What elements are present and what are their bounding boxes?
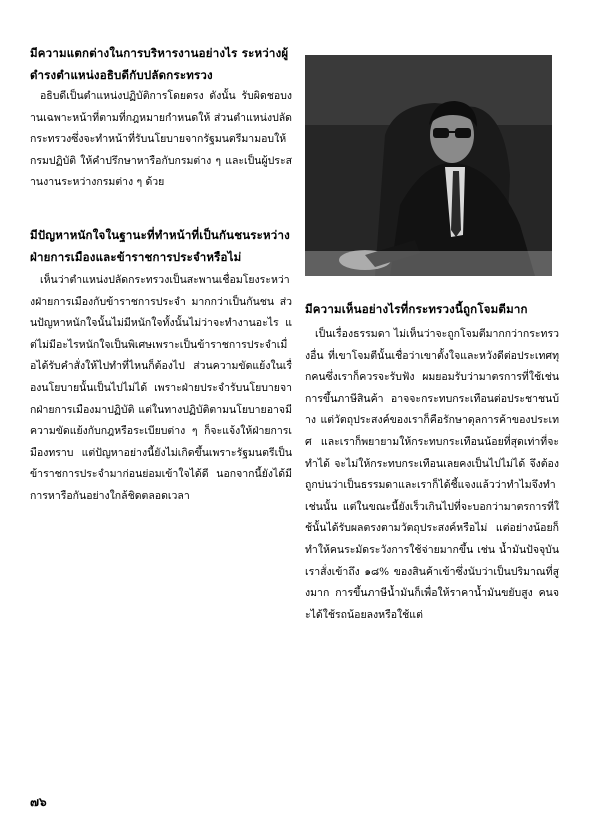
answer-paragraph-2: เห็นว่าตำแหน่งปลัดกระทรวงเป็นสะพานเชื่อมโยงระหว่างฝ่ายการเมืองกับข้าราชการประจำ มากกว่าเป็นกันชน ส่วนปัญหาหนักใจนั้นไม่มีหนักใจทั้งนั้นไม่ว่าจะทำงานอะไร แต่ไม่มีอะไรหนักใจเป็นพิเศษเพราะเป็นข้าราชการประจำเมื่อได้รับคำสั่งให้ไปทำที่ไหนก็ต้องไป ส่วนความขัดแย้งในเรื่องนโยบายนั้นเป็นไปไม่ได้ เพราะฝ่ายประจำรับนโยบายจากฝ่ายการเมืองมาปฏิบัติ แต่ในทางปฏิบัติตามนโยบายอาจมีความขัดแย้งกับกฎหรือระเบียบต่าง ๆ ก็จะแจ้งให้ฝ่ายการเมืองทราบ แต่ปัญหาอย่างนี้ยังไม่เกิดขึ้นเพราะรัฐมนตรีเป็นข้าราชการประจำมาก่อนย่อมเข้าใจได้ดี นอกจากนี้ยังได้มีการหารือกันอย่างใกล้ชิดตลอดเวลา [30,273,292,502]
answer-paragraph-1: อธิบดีเป็นตำแหน่งปฏิบัติการโดยตรง ดังนั้น รับผิดชอบงานเฉพาะหน้าที่ตามที่กฎหมายกำหนดให้ ส่วนตำแหน่งปลัดกระทรวงซึ่งจะทำหน้าที่รับนโยบายจากรัฐมนตรีมามอบให้กรมปฏิบัติ ให้คำปรึกษาหารือกับกรมต่าง ๆ และเป็นผู้ประสานงานระหว่างกรมต่าง ๆ ด้วย [30,90,292,189]
page-number: ๗๖ [30,795,47,809]
question-heading-3: มีความเห็นอย่างไรที่กระทรวงนี้ถูกโจมตีมาก [305,302,528,316]
portrait-photo [305,55,552,276]
question-heading-1: มีความแตกต่างในการบริหารงานอย่างไร ระหว่างผู้ดำรงตำแหน่งอธิบดีกับปลัดกระทรวง [30,46,289,82]
answer-paragraph-3: เป็นเรื่องธรรมดา ไม่เห็นว่าจะถูกโจมตีมากกว่ากระทรวงอื่น ที่เขาโจมตีนั้นเชื่อว่าเขาตั้งใจและหวังดีต่อประเทศทุกคนซึ่งเราก็ควรจะรับฟัง ผมยอมรับว่ามาตรการที่ใช้เช่นการขึ้นภาษีสินค้า อาจจะกระทบกระเทือนต่อประชาชนบ้าง แต่วัตถุประสงค์ของเราก็คือรักษาดุลการค้าของประเทศ และเราก็พยายามให้กระทบกระเทือนน้อยที่สุดเท่าที่จะทำได้ จะไม่ให้กระทบกระเทือนเลยคงเป็นไปไม่ได้ จึงต้องถูกบ่นว่าเป็นธรรมดาและเราก็ได้ชี้แจงแล้วว่าทำไมจึงทำเช่นนั้น แต่ในขณะนี้ยังเร็วเกินไปที่จะบอกว่ามาตรการที่ใช้นั้นได้รับผลตรงตามวัตถุประสงค์หรือไม่ แต่อย่างน้อยก็ทำให้คนระมัดระวังการใช้จ่ายมากขึ้น เช่น น้ำมันปัจจุบันเราสั่งเข้าถึง ๑๘% ของสินค้าเข้าซึ่งนับว่าเป็นปริมาณที่สูงมาก การขึ้นภาษีน้ำมันก็เพื่อให้ราคาน้ำมันขยับสูง คนจะได้ใช้รถน้อยลงหรือใช้แต่ [305,328,559,621]
photo-image [305,55,552,276]
right-column [305,298,559,626]
question-heading-2: มีปัญหาหนักใจในฐานะที่ทำหน้าที่เป็นกันชนระหว่างฝ่ายการเมืองและข้าราชการประจำหรือไม่ [30,227,290,264]
left-column [30,0,292,508]
